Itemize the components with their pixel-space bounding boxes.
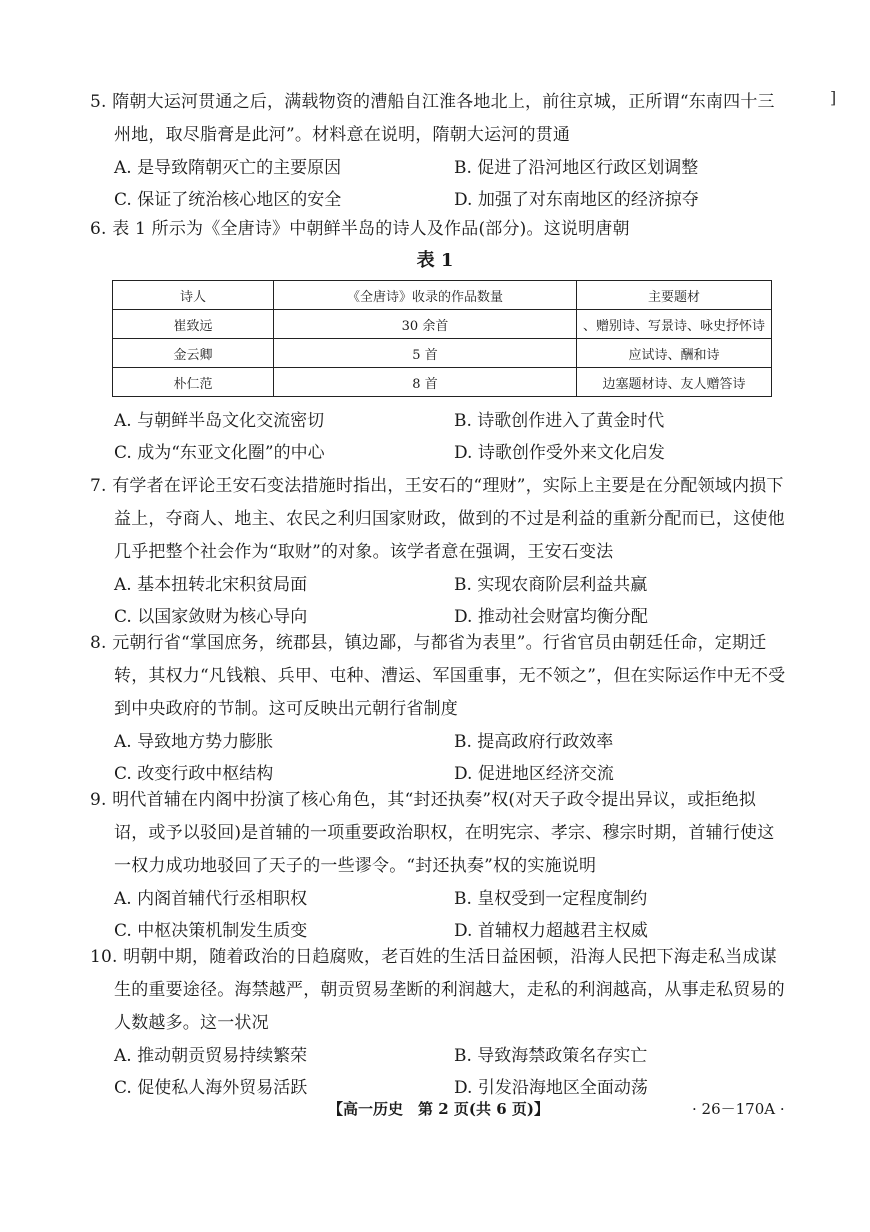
question-7-option-a: A. 基本扭转北宋积贫局面 (114, 575, 308, 595)
question-7-option-b: B. 实现农商阶层利益共赢 (454, 575, 648, 595)
question-5-option-a: A. 是导致隋朝灭亡的主要原因 (114, 158, 342, 178)
question-6-option-a: A. 与朝鲜半岛文化交流密切 (114, 411, 325, 431)
question-10-option-b: B. 导致海禁政策名存实亡 (454, 1046, 648, 1066)
footer-exam-code: · 26－170A · (692, 1100, 785, 1118)
footer-page-info: 【高一历史 第 2 页(共 6 页)】 (328, 1100, 549, 1118)
question-10-options (114, 1040, 790, 1104)
question-6 (90, 213, 790, 246)
question-9-option-d: D. 首辅权力超越君主权威 (454, 921, 648, 941)
question-9-option-a: A. 内阁首辅代行丞相职权 (114, 889, 308, 909)
table-cell: 、赠别诗、写景诗、咏史抒怀诗 (577, 310, 772, 339)
question-6-options-block (90, 405, 790, 469)
question-6-options (114, 405, 790, 469)
question-6-option-b: B. 诗歌创作进入了黄金时代 (454, 411, 665, 431)
question-8-option-d: D. 促进地区经济交流 (454, 764, 614, 784)
table-caption: 表 1 (416, 250, 454, 271)
table-cell: 8 首 (274, 368, 577, 397)
question-5-option-b: B. 促进了沿河地区行政区划调整 (454, 158, 699, 178)
question-7-stem: 7. 有学者在评论王安石变法措施时指出，王安石的“理财”，实际上主要是在分配领域内损下益上，夺商人、地主、农民之利归国家财政，做到的不过是利益的重新分配而已，这使他几乎把整个社会作为“取财”的对象。该学者意在强调，王安石变法 (90, 476, 785, 562)
question-10-option-c: C. 促使私人海外贸易活跃 (114, 1078, 308, 1098)
table-header-count: 《全唐诗》收录的作品数量 (274, 281, 577, 310)
table-row (113, 310, 772, 339)
table-cell: 30 余首 (274, 310, 577, 339)
table-header-theme: 主要题材 (577, 281, 772, 310)
table-row (113, 339, 772, 368)
question-5-stem: 5. 隋朝大运河贯通之后，满载物资的漕船自江淮各地北上，前往京城，正所谓“东南四十三州地，取尽脂膏是此河”。材料意在说明，隋朝大运河的贯通 (90, 92, 775, 145)
question-8-option-c: C. 改变行政中枢结构 (114, 764, 274, 784)
question-5-option-c: C. 保证了统治核心地区的安全 (114, 190, 342, 210)
question-9-option-c: C. 中枢决策机制发生质变 (114, 921, 308, 941)
table-cell: 崔致远 (113, 310, 274, 339)
question-5-option-d: D. 加强了对东南地区的经济掠夺 (454, 190, 699, 210)
question-7-option-c: C. 以国家敛财为核心导向 (114, 607, 308, 627)
question-5-options (114, 152, 790, 216)
table-cell: 边塞题材诗、友人赠答诗 (577, 368, 772, 397)
edge-mark: ] (830, 88, 837, 107)
question-9 (90, 784, 790, 947)
table-cell: 金云卿 (113, 339, 274, 368)
question-8-options (114, 726, 790, 790)
question-9-stem: 9. 明代首辅在内阁中扮演了核心角色，其“封还执奏”权(对天子政令提出异议，或拒绝拟诏，或予以驳回)是首辅的一项重要政治职权，在明宪宗、孝宗、穆宗时期，首辅行使这一权力成功地驳回了天子的一些谬令。“封还执奏”权的实施说明 (90, 790, 775, 876)
question-6-option-c: C. 成为“东亚文化圈”的中心 (114, 443, 325, 463)
question-8-option-b: B. 提高政府行政效率 (454, 732, 614, 752)
question-8-option-a: A. 导致地方势力膨胀 (114, 732, 274, 752)
question-10-option-d: D. 引发沿海地区全面动荡 (454, 1078, 648, 1098)
question-6-option-d: D. 诗歌创作受外来文化启发 (454, 443, 665, 463)
question-10-stem: 10. 明朝中期，随着政治的日趋腐败，老百姓的生活日益困顿，沿海人民把下海走私当成谋生的重要途径。海禁越严，朝贡贸易垄断的利润越大，走私的利润越高，从事走私贸易的人数越多。这一状况 (90, 947, 785, 1033)
table-cell: 5 首 (274, 339, 577, 368)
table-header-poet: 诗人 (113, 281, 274, 310)
question-6-stem: 6. 表 1 所示为《全唐诗》中朝鲜半岛的诗人及作品(部分)。这说明唐朝 (90, 219, 630, 239)
table-header-row (113, 281, 772, 310)
question-10-option-a: A. 推动朝贡贸易持续繁荣 (114, 1046, 308, 1066)
question-9-option-b: B. 皇权受到一定程度制约 (454, 889, 648, 909)
question-7-options (114, 569, 790, 633)
question-8-stem: 8. 元朝行省“掌国庶务，统郡县，镇边鄙，与都省为表里”。行省官员由朝廷任命，定期迁转，其权力“凡钱粮、兵甲、屯种、漕运、军国重事，无不领之”，但在实际运作中无不受到中央政府的节制。这可反映出元朝行省制度 (90, 633, 786, 719)
poet-table (112, 280, 772, 397)
question-5 (90, 86, 790, 216)
table-cell: 朴仁范 (113, 368, 274, 397)
table-row (113, 368, 772, 397)
question-8 (90, 627, 790, 790)
question-7-option-d: D. 推动社会财富均衡分配 (454, 607, 648, 627)
question-9-options (114, 883, 790, 947)
question-7 (90, 470, 790, 633)
table-cell: 应试诗、酬和诗 (577, 339, 772, 368)
question-10 (90, 941, 790, 1104)
